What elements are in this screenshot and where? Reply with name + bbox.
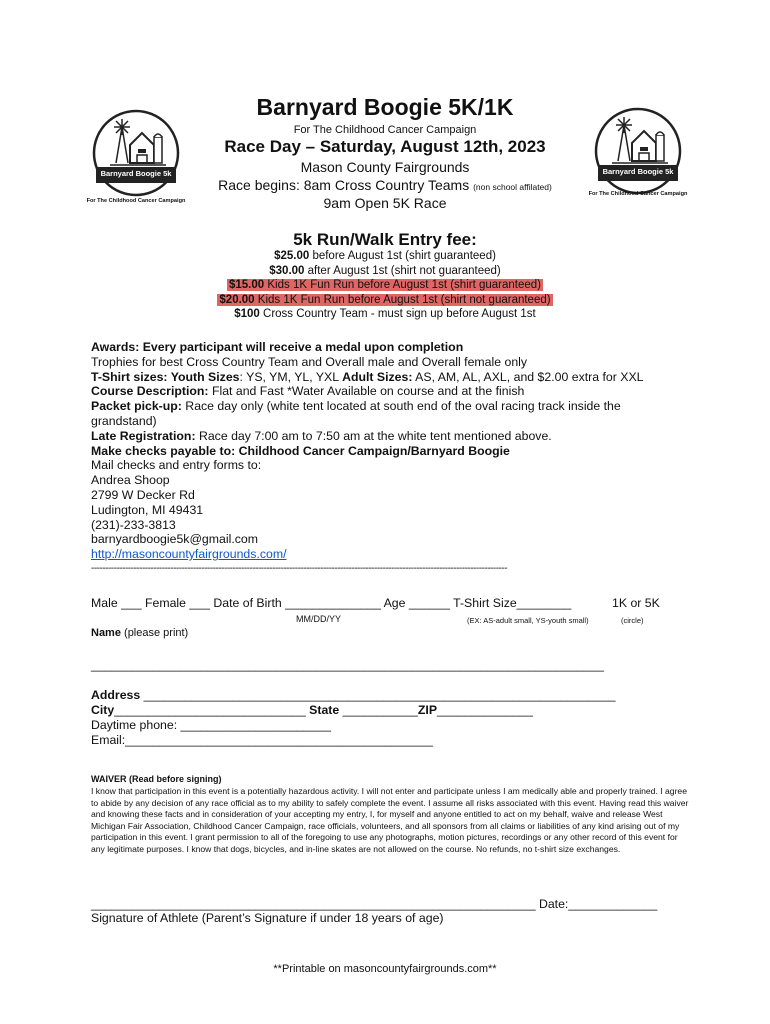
packet-pickup-cont: grandstand) [91, 413, 157, 428]
waiver-title: WAIVER (Read before signing) [91, 774, 222, 784]
dob-hint: MM/DD/YY [296, 614, 341, 624]
contact-name: Andrea Shoop [91, 473, 170, 488]
logo-tagline: For The Childhood Cancer Campaign [588, 191, 688, 197]
email-field[interactable]: Email:_____________________________________________ [91, 733, 433, 747]
fee-item: $20.00 Kids 1K Fun Run before August 1st (shirt not guaranteed) [219, 293, 551, 306]
fee-item: $100 Cross Country Team - must sign up before August 1st [234, 308, 536, 320]
mail-instructions: Mail checks and entry forms to: [91, 458, 262, 473]
gender-dob-age-row[interactable]: Male ___ Female ___ Date of Birth ______________ Age ______ T-Shirt Size________ [91, 596, 572, 610]
tshirt-sizes: T-Shirt sizes: Youth Sizes: YS, YM, YL, YXL Adult Sizes: AS, AM, AL, AXL, and $2.00 extra for XXL [91, 369, 644, 384]
page-title: Barnyard Boogie 5K/1K [256, 94, 514, 120]
open-5k-time: 9am Open 5K Race [323, 195, 447, 211]
checks-payable: Make checks payable to: Childhood Cancer Campaign/Barnyard Boogie [91, 443, 510, 458]
waiver-text: I know that participation in this event is a potentially hazardous activity. I will not enter and participate unless I am medically able and properly trained. I agree to abide by any decision of any race official as to my ability to safely complete the event. I assume all risks associated with this event. Having read this waiver and knowing these facts and in consideration of your accepting my entry, I, for myself and anyone entitled to act on my behalf, waive and release West Michigan Fair Association, Childhood Cancer Campaign, race officials, volunteers, and all sponsors from all claims or liabilities of any kind arising out of my participation in this event. I grant permission to all of the foregoing to use any photographs, motion pictures, recordings or any other record of this event for any legitimate purposes. I know that dogs, bicycles, and in-line skates are not allowed on the course. No refunds, no t-shirt size exchanges. [91, 786, 689, 854]
contact-street: 2799 W Decker Rd [91, 487, 195, 502]
trophies: Trophies for best Cross Country Team and Overall male and Overall female only [91, 354, 528, 369]
logo-name: Barnyard Boogie 5k [100, 169, 172, 178]
contact-phone: (231)-233-3813 [91, 517, 176, 532]
page-subtitle: For The Childhood Cancer Campaign [293, 124, 477, 136]
address-field[interactable]: Address _____________________________________________________________________ [91, 688, 616, 702]
signature-label: Signature of Athlete (Parent’s Signature if under 18 years of age) [91, 911, 444, 925]
awards: Awards: Every participant will receive a medal upon completion [91, 340, 464, 354]
packet-pickup: Packet pick-up: Race day only (white tent located at south end of the oval racing track inside the [91, 399, 621, 414]
race-day: Race Day – Saturday, August 12th, 2023 [224, 137, 546, 156]
course-description: Course Description: Flat and Fast *Water Available on course and at the finish [91, 384, 525, 399]
contact-city: Ludington, MI 49431 [91, 502, 204, 517]
race-begins-text: Race begins: 8am Cross Country Teams [218, 177, 470, 193]
race-begins-note: (non school affilated) [473, 182, 552, 192]
contact-email: barnyardboogie5k@gmail.com [91, 532, 258, 547]
race-choice[interactable]: 1K or 5K [612, 596, 660, 610]
website-link[interactable]: http://masoncountyfairgrounds.com/ [91, 547, 287, 562]
divider: --------------------------------------------------------------------------------------------------------------------------------------------------- [91, 563, 508, 574]
logo-tagline: For The Childhood Cancer Campaign [86, 198, 186, 204]
late-registration: Late Registration: Race day 7:00 am to 7:50 am at the white tent mentioned above. [91, 428, 552, 443]
city-state-zip-row[interactable]: City____________________________ State ___________ZIP______________ [91, 703, 533, 717]
event-info [91, 340, 691, 562]
daytime-phone-field[interactable]: Daytime phone: ______________________ [91, 718, 331, 732]
shirt-size-hint: (EX: AS-adult small, YS-youth small) [467, 616, 589, 625]
signature-line[interactable]: _________________________________________________________________ Date:_____________ [91, 897, 658, 911]
footer-note: **Printable on masoncountyfairgrounds.com** [273, 963, 497, 975]
fee-item: $30.00 after August 1st (shirt not guaranteed) [269, 264, 501, 277]
race-begins [0, 177, 770, 193]
name-label: Name (please print) [91, 627, 189, 639]
circle-hint: (circle) [621, 616, 644, 625]
venue: Mason County Fairgrounds [300, 159, 470, 175]
fee-title: 5k Run/Walk Entry fee: [293, 230, 477, 249]
name-field[interactable]: ___________________________________________________________________________ [91, 658, 604, 672]
fee-item: $15.00 Kids 1K Fun Run before August 1st (shirt guaranteed) [229, 279, 541, 291]
logo-name: Barnyard Boogie 5k [602, 167, 674, 176]
fee-list [0, 249, 770, 322]
fee-item: $25.00 before August 1st (shirt guaranteed) [274, 250, 496, 262]
